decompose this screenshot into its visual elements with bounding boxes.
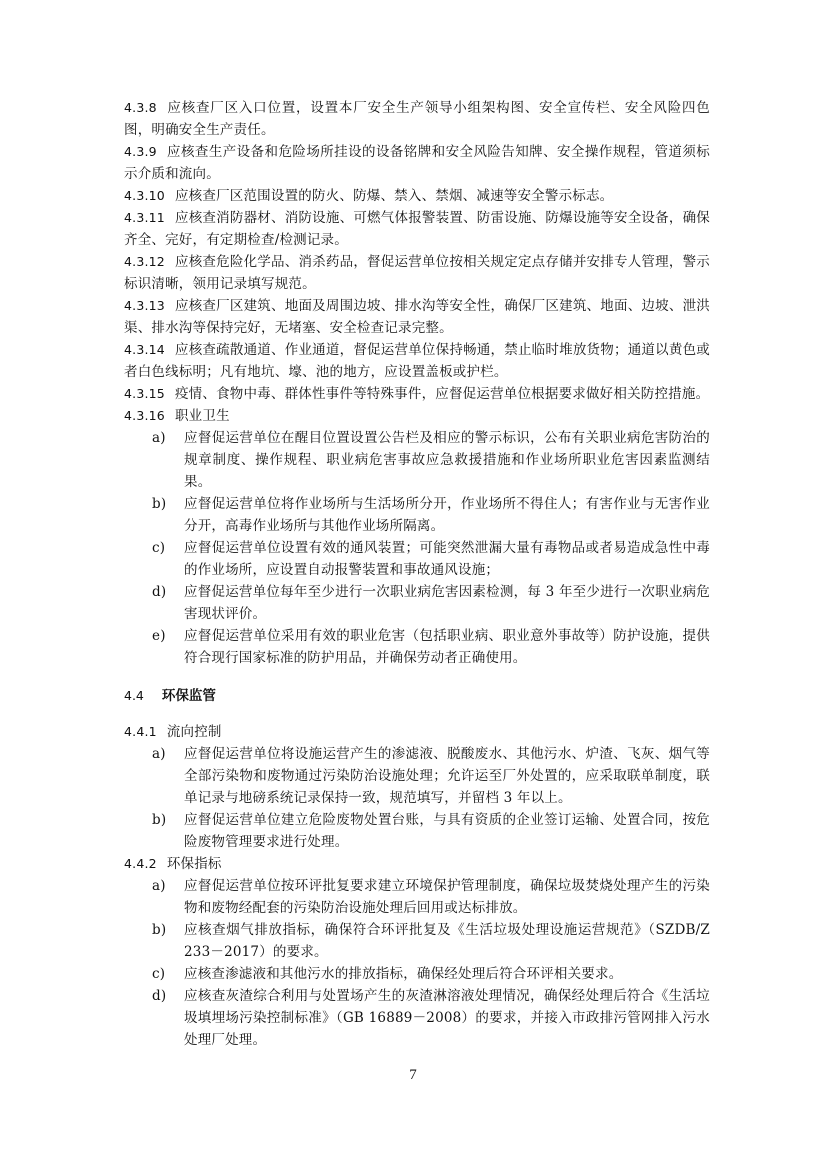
clause-4-3-8: 4.3.8 应核查厂区入口位置，设置本厂安全生产领导小组架构图、安全宣传栏、安全风险四色图，明确安全生产责任。 bbox=[124, 100, 710, 138]
clause-4-3-9: 4.3.9 应核查生产设备和危险场所挂设的设备铭牌和安全风险告知牌、安全操作规程，管道须标示介质和流向。 bbox=[124, 144, 710, 182]
section-heading-4-4: 4.4 环保监管 bbox=[124, 688, 216, 704]
page-number: 7 bbox=[409, 1067, 417, 1083]
clause-4-3-14: 4.3.14 应核查疏散通道、作业通道，督促运营单位保持畅通，禁止临时堆放货物；通道以黄色或者白色线标明；凡有地坑、壕、池的地方，应设置盖板或护栏。 bbox=[124, 342, 710, 380]
clause-4-4-2: 4.4.2 环保指标 bbox=[124, 856, 222, 872]
list-item: d) 应督促运营单位每年至少进行一次职业病危害因素检测，每 3 年至少进行一次职业病危害现状评价。 bbox=[152, 584, 710, 622]
list-item: b) 应核查烟气排放指标，确保符合环评批复及《生活垃圾处理设施运营规范》（SZDB/Z 233－2017）的要求。 bbox=[152, 922, 710, 960]
clause-4-3-16: 4.3.16 职业卫生 bbox=[124, 408, 230, 424]
clause-4-3-15: 4.3.15 疫情、食物中毒、群体性事件等特殊事件，应督促运营单位根据要求做好相关防控措施。 bbox=[124, 386, 710, 402]
list-item: a) 应督促运营单位按环评批复要求建立环境保护管理制度，确保垃圾焚烧处理产生的污染物和废物经配套的污染防治设施处理后回用或达标排放。 bbox=[152, 878, 710, 916]
clause-4-3-10: 4.3.10 应核查厂区范围设置的防火、防爆、禁入、禁烟、减速等安全警示标志。 bbox=[124, 188, 614, 204]
clause-4-3-13: 4.3.13 应核查厂区建筑、地面及周围边坡、排水沟等安全性，确保厂区建筑、地面、边坡、泄洪渠、排水沟等保持完好，无堵塞、安全检查记录完整。 bbox=[124, 298, 710, 336]
list-item: e) 应督促运营单位采用有效的职业危害（包括职业病、职业意外事故等）防护设施，提供符合现行国家标准的防护用品，并确保劳动者正确使用。 bbox=[152, 628, 710, 666]
list-item: b) 应督促运营单位将作业场所与生活场所分开，作业场所不得住人；有害作业与无害作业分开，高毒作业场所与其他作业场所隔离。 bbox=[152, 496, 710, 534]
clause-4-4-1: 4.4.1 流向控制 bbox=[124, 724, 222, 740]
list-item: d) 应核查灰渣综合利用与处置场产生的灰渣淋溶液处理情况，确保经处理后符合《生活垃圾填埋场污染控制标准》（GB 16889－2008）的要求，并接入市政排污管网排入污水处理厂处理。 bbox=[152, 988, 710, 1048]
list-item: a) 应督促运营单位在醒目位置设置公告栏及相应的警示标识，公布有关职业病危害防治的规章制度、操作规程、职业病危害事故应急救援措施和作业场所职业危害因素监测结果。 bbox=[152, 430, 710, 490]
list-item: a) 应督促运营单位将设施运营产生的渗滤液、脱酸废水、其他污水、炉渣、飞灰、烟气等全部污染物和废物通过污染防治设施处理；允许运至厂外处置的，应采取联单制度，联单记录与地磅系统记录保持一致，规范填写，并留档 3 年以上。 bbox=[152, 746, 710, 806]
document-body bbox=[124, 97, 710, 1051]
list-item: c) 应督促运营单位设置有效的通风装置；可能突然泄漏大量有毒物品或者易造成急性中毒的作业场所，应设置自动报警装置和事故通风设施； bbox=[152, 540, 710, 578]
list-item: b) 应督促运营单位建立危险废物处置台账，与具有资质的企业签订运输、处置合同，按危险废物管理要求进行处理。 bbox=[152, 812, 710, 850]
clause-4-3-11: 4.3.11 应核查消防器材、消防设施、可燃气体报警装置、防雷设施、防爆设施等安全设备，确保齐全、完好，有定期检查/检测记录。 bbox=[124, 210, 710, 248]
clause-4-3-12: 4.3.12 应核查危险化学品、消杀药品，督促运营单位按相关规定定点存储并安排专人管理，警示标识清晰，领用记录填写规范。 bbox=[124, 254, 710, 292]
list-item: c) 应核查渗滤液和其他污水的排放指标，确保经处理后符合环评相关要求。 bbox=[152, 966, 623, 982]
